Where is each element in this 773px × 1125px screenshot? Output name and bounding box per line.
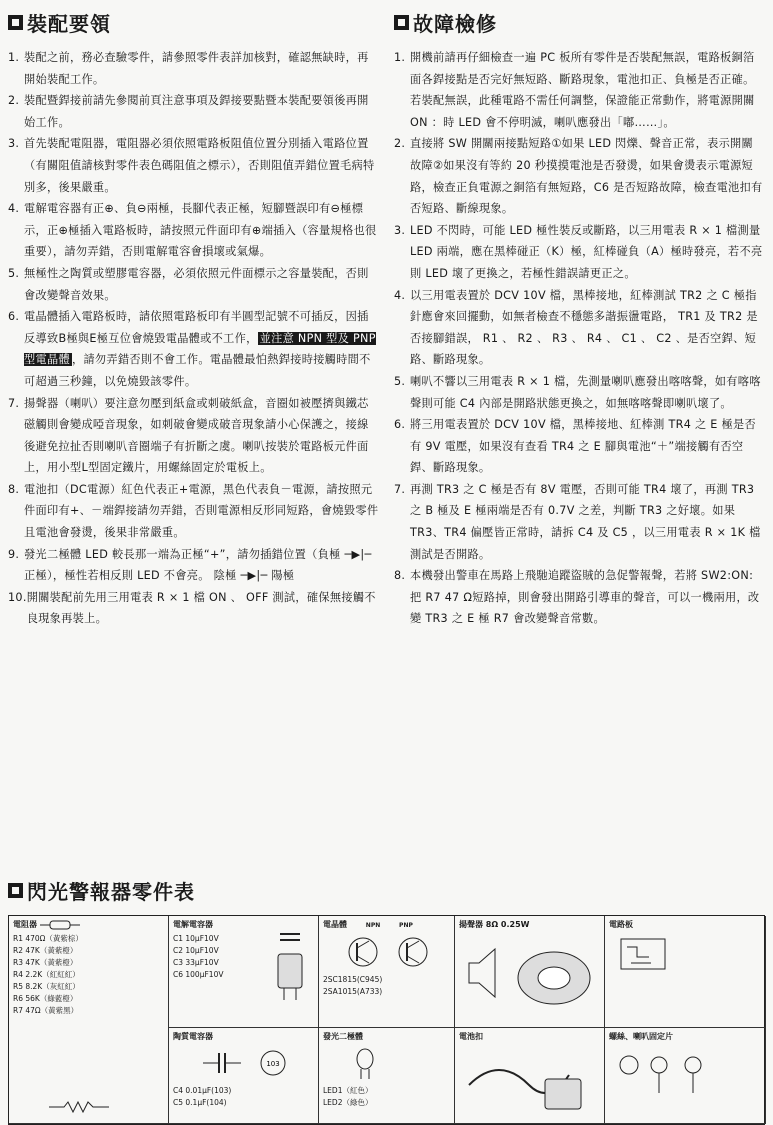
transistor-cell: 電晶體 NPN PNP 2SC1815(C945) 2SA1015(A733) [319, 916, 455, 1028]
circuit-board-icon [609, 933, 749, 1013]
list-item: 6. 將三用電表置於 DCV 10V 檔，黑棒接地、紅棒測 TR4 之 E 極是否有 9V 電壓，如果沒有查看 TR4 之 E 腳與電池“＋”端接觸有否空銲、斷路現象。 [394, 418, 756, 475]
resistor-symbol-icon [49, 1101, 109, 1113]
list-item: 6. 電晶體插入電路板時，請依照電路板印有半圓型記號不可插反，因插反導致B極與E極互位會燒毀電晶體或不工作， 並注意 NPN 型及 PNP 型電晶體 ，請勿弄錯否則不會工作。電晶體最怕熱銲接時接觸時間不可超過三秒鐘，以免燒毀該零件。 [8, 310, 376, 388]
screws-cell: 螺絲、喇叭固定片 [605, 1028, 766, 1124]
list-item: 7. 再測 TR3 之 C 極是否有 8V 電壓，否則可能 TR4 壞了，再測 TR3 之 B 極及 E 極兩端是否有 0.7V 之差，判斷 TR3 之好壞。如果 TR3、TR4 偏壓皆正常時，請拆 C4 及 C5 ，以三用電表 R × 1K 檔測試是否開路。 [394, 482, 761, 561]
list-item: 9. 發光二極體 LED 較長那一端為正極“+”，請勿插錯位置（負極 ─▶|─ 正極），極性若相反則 LED 不會亮。 陰極 ─▶|─ 陽極 [8, 547, 372, 583]
speaker-cell: 揚聲器 8Ω 0.25W [455, 916, 605, 1028]
troubleshoot-section [394, 8, 764, 630]
ceramic-cell: 陶質電容器 103 C4 0.01μF(103) C5 0.1μF(104) [169, 1028, 319, 1124]
list-item: 2. 裝配暨銲接前請先參閱前頁注意事項及銲接要點暨本裝配要領後再開始工作。 [8, 94, 369, 129]
highlight-npn-pnp: 並注意 NPN 型及 PNP 型電晶體 [24, 331, 376, 367]
svg-text:103: 103 [266, 1060, 280, 1068]
parts-table [8, 915, 765, 1125]
list-item: 5. 喇叭不響以三用電表 R × 1 檔，先測量喇叭應發出喀喀聲，如有喀喀聲則可能 C4 內部是開路狀態更換之，如無喀喀聲即喇叭壞了。 [394, 374, 761, 410]
section-square-icon [8, 15, 23, 30]
list-item: 2. 直接將 SW 開關兩接點短路①如果 LED 閃爍、聲音正常，表示開關故障②如果沒有等約 20 秒摸摸電池是否發燙，如果會燙表示電源短路，檢查正負電源之銅箔有無短路，C6 是否短路故障，檢查電池扣有否短路、斷線現象。 [394, 137, 763, 216]
led-icon [323, 1045, 449, 1081]
list-item: 7. 揚聲器（喇叭）要注意勿壓到紙盒或刺破紙盒，音圈如被壓擠與鐵芯磁觸則會變成啞音現象，如刺破會變成破音現象請小心保護之，接線後避免拉扯否則喇叭音圈端子有折斷之虞。喇叭按裝於電路板元件面上，用小型L型固定鐵片，用螺絲固定於電板上。 [8, 396, 369, 475]
list-item: 10. 開關裝配前先用三用電表 R × 1 檔 ON 、 OFF 測試，確保無接觸不良現象再裝上。 [8, 590, 376, 626]
section-square-icon [394, 15, 409, 30]
list-item: 5. 無極性之陶質或塑膠電容器，必須依照元件面標示之容量裝配，否則會改變聲音效果。 [8, 266, 369, 302]
parts-section [8, 876, 765, 1125]
electrolytic-cell: 電解電容器 C1 10μF10V C2 10μF10V C3 33μF10V C6 100μF10V [169, 916, 319, 1028]
assembly-section [8, 8, 380, 630]
troubleshoot-list [394, 47, 764, 630]
battery-clip-icon [459, 1045, 599, 1115]
list-item: 3. 首先裝配電阻器，電阻器必須依照電路板阻值位置分別插入電路位置（有關阻值請核對零件表色碼阻值之標示），否則阻值弄錯位置毛病特別多，後果嚴重。 [8, 137, 375, 194]
list-item: 3. LED 不閃時，可能 LED 極性裝反或斷路，以三用電表 R × 1 檔測量 LED 兩端，應在黑棒碰正（K）極，紅棒碰負（A）極時發亮，若不亮則 LED 壞了更換之，若極性錯誤請更正之。 [394, 223, 763, 280]
section-square-icon [8, 883, 23, 898]
electrolytic-capacitor-icon [270, 922, 310, 1002]
battery-cell: 電池扣 [455, 1028, 605, 1124]
list-item: 8. 電池扣（DC電源）紅色代表正+電源，黑色代表負－電源，請按照元件面印有+、－端銲接請勿弄錯，否則電源相反形同短路，會燒毀零件且電池會發燙，後果非常嚴重。 [8, 482, 379, 540]
list-item: 1. 開機前請再仔細檢查一遍 PC 板所有零件是否裝配無誤，電路板銅箔面各銲接點是否完好無短路、斷路現象，電池扣正、負極是否正確。若裝配無誤，此種電路不需任何調整，保證能正常動作，將電源開關 ON ：時 LED 會不停明滅，喇叭應發出「嘟……」。 [394, 51, 755, 129]
transistor-icon [323, 934, 449, 970]
resistor-icon [40, 920, 80, 930]
speaker-icon [459, 933, 599, 1013]
troubleshoot-title: 故障檢修 [394, 8, 764, 37]
list-item: 4. 以三用電表置於 DCV 10V 檔，黑棒接地，紅棒測試 TR2 之 C 極指針應會來回擺動，如無者檢查不穩態多諧振盪電路， TR1 及 TR2 是否接腳錯誤， R1 、 R2 、 R3 、 R4 、 C1 、 C2 、是否空銲、短路、斷路現象。 [394, 288, 758, 367]
assembly-list [8, 47, 380, 630]
list-item: 4. 電解電容器有正⊕、負⊖兩極，長腳代表正極，短腳暨誤印有⊖極標示，正⊕極插入電路板時，請按照元件面印有⊕端插入（容量規格也很重要），請勿弄錯，否則電解電容會損壞或氣爆。 [8, 202, 377, 259]
list-item: 1. 裝配之前，務必查驗零件，請參照零件表詳加核對，確認無缺時，再開始裝配工作。 [8, 51, 369, 86]
list-item: 8. 本機發出警車在馬路上飛馳追蹤盜賊的急促警報聲，若將 SW2:ON: 把 R7 47 Ω短路掉，則會發出開路引導車的聲音，可以一機兩用，改變 TR3 之 E 極 R7 會改變聲音常數。 [394, 569, 760, 626]
parts-title: 閃光警報器零件表 [8, 876, 765, 905]
screw-icon [609, 1045, 749, 1105]
ceramic-capacitor-icon [173, 1045, 313, 1081]
assembly-title: 裝配要領 [8, 8, 380, 37]
resistor-cell: 電阻器 R1 470Ω（黃紫棕） R2 47K（黃紫橙） R3 47K（黃紫橙） R4 2.2K（紅紅紅） R5 8.2K（灰紅紅） R6 56K（綠藍橙） R7 47Ω（黃紫黑） [9, 916, 169, 1124]
led-cell: 發光二極體 LED1（紅色） LED2（綠色） [319, 1028, 455, 1124]
pcb-cell: 電路板 [605, 916, 766, 1028]
